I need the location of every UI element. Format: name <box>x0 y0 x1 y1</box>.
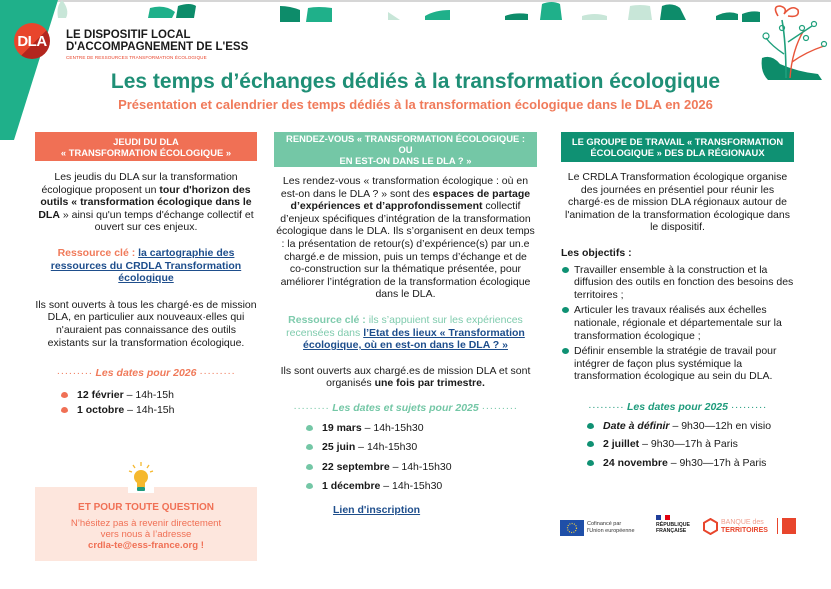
date-item <box>302 441 537 454</box>
rf-text <box>656 522 690 534</box>
date: 19 mars <box>322 421 362 434</box>
dates-list <box>57 389 257 417</box>
eu-text-line1: Cofinancé par <box>587 521 622 527</box>
resource-label: Ressource clé : <box>57 246 139 259</box>
date-item <box>583 420 794 433</box>
date: 25 juin <box>322 441 356 454</box>
intro-text-b: collectif d’enjeux spécifiques d’intégration de la transformation écologique dans le DLA. Ils s’organisent en deux temps : la présentation de retour(s) d’expérience(s) par un.e chargé.e de mission, puis un temps d’échange et de co-construction sur la thématique présentée, pour améliorer l’intégration de la transformation écologique dans le DLA. <box>276 200 535 301</box>
intro-text-a: Les rendez-vous « transformation écologique : où en est-on dans le DLA ? » sont des <box>280 175 529 200</box>
column-groupe-de-travail <box>561 132 794 469</box>
time: – 14h-15h <box>123 388 174 401</box>
objectives-list <box>561 264 794 383</box>
rf-text-line2: FRANÇAISE <box>656 528 687 534</box>
banner-line1: LE GROUPE DE TRAVAIL « TRANSFORMATION <box>571 136 784 147</box>
date: 12 février <box>77 388 124 401</box>
open-text: Ils sont ouverts à tous les chargé·es de mission DLA, en particulier aux nouveaux·elles qui n'auraient pas connaissance des outils existants sur la transformation écologique. <box>35 298 257 349</box>
eu-text <box>587 521 635 534</box>
intro-text <box>274 175 537 301</box>
leaf-bullet-icon <box>562 307 569 313</box>
date: Date à définir <box>603 419 670 432</box>
org-name <box>66 29 248 53</box>
leaf-bullet-icon <box>562 348 569 354</box>
banner-line1: RENDEZ-VOUS « TRANSFORMATION ÉCOLOGIQUE : OU <box>286 133 525 155</box>
dates-heading <box>35 367 257 380</box>
objective-text: Définir ensemble la stratégie de travail pour intégrer de façon plus systémique la transformation écologique au sein du DLA. <box>574 345 777 383</box>
banner-rendez-vous <box>274 132 537 167</box>
dots-right: ········· <box>199 367 236 380</box>
banner-line2: « TRANSFORMATION ÉCOLOGIQUE » <box>60 146 232 158</box>
contact-text: N’hésitez pas à revenir directement vers nous à l’adresse <box>70 518 222 540</box>
bdt-hexagon-icon <box>703 518 718 535</box>
dates-list <box>583 420 794 470</box>
registration <box>274 504 537 517</box>
contact-heading: ET POUR TOUTE QUESTION <box>78 502 214 513</box>
dla-logo-text: DLA <box>17 32 47 50</box>
dates-heading <box>561 401 794 414</box>
dots-left: ········· <box>588 400 625 413</box>
dots-right: ········· <box>730 400 767 413</box>
objective-text: Articuler les travaux réalisés aux échelles nationale, régionale et départementale sur la transformation écologique ; <box>574 304 782 342</box>
leaf-bullet-icon <box>306 444 313 450</box>
bdt-text-line2: TERRITOIRES <box>721 527 768 534</box>
page-title: Les temps d’échanges dédiés à la transformation écologique <box>110 70 721 93</box>
banner-groupe-de-travail <box>561 132 794 162</box>
date-item <box>57 389 257 402</box>
leaf-bullet-icon <box>562 267 569 273</box>
dates-title: Les dates et sujets pour 2025 <box>332 401 479 414</box>
cdc-logo-icon <box>782 518 796 534</box>
open-text-bold: une fois par trimestre. <box>374 377 485 390</box>
date: 1 décembre <box>322 480 381 493</box>
dots-right: ········· <box>481 401 518 414</box>
objective-item <box>561 304 794 342</box>
column-jeudi-du-dla <box>35 132 257 417</box>
leaf-bullet-icon <box>61 407 68 413</box>
dates-heading <box>274 402 537 415</box>
dates-title: Les dates pour 2025 <box>627 400 728 413</box>
resource-label: Ressource clé : <box>288 313 369 326</box>
time: – 14h-15h30 <box>389 460 452 473</box>
intro-text <box>35 171 257 234</box>
logo-divider <box>777 518 778 534</box>
date-item <box>57 404 257 417</box>
time: – 14h-15h <box>124 404 175 417</box>
banner-line1: JEUDI DU DLA <box>113 135 179 147</box>
date: 24 novembre <box>603 456 668 469</box>
eu-text-line2: l'Union européenne <box>587 527 635 534</box>
resource-key <box>274 314 537 352</box>
date: 1 octobre <box>77 404 125 417</box>
lightbulb-icon <box>126 461 156 493</box>
resource-text: ils s’appuient sur les expériences recensées dans <box>286 313 523 339</box>
cartography-link[interactable]: la cartographie des ressources du CRDLA Transformation écologique <box>50 246 242 285</box>
banner-line2: EN EST-ON DANS LE DLA ? » <box>339 155 472 166</box>
dates-title: Les dates pour 2026 <box>95 367 197 380</box>
plant-hand-icon <box>758 2 830 80</box>
registration-link[interactable]: Lien d'inscription <box>333 503 421 516</box>
date-item <box>302 480 537 493</box>
time: – 9h30—17h à Paris <box>667 456 767 469</box>
dots-left: ········· <box>56 367 93 380</box>
date: 2 juillet <box>603 438 640 451</box>
objective-text: Travailler ensemble à la construction et la diffusion des outils en fonction des besoins des territoires ; <box>574 263 794 301</box>
intro-text-a: Les jeudis du DLA sur la transformation écologique proposent un <box>41 171 238 196</box>
date-item <box>583 457 794 470</box>
objective-item <box>561 264 794 302</box>
dots-left: ········· <box>293 401 330 414</box>
partner-logos <box>560 515 800 545</box>
date: 22 septembre <box>322 460 390 473</box>
org-name-line2: D'ACCOMPAGNEMENT DE L'ESS <box>66 41 249 53</box>
leaf-bullet-icon <box>306 425 313 431</box>
date-item <box>583 438 794 451</box>
date-item <box>302 461 537 474</box>
banner-jeudi-du-dla <box>35 132 257 161</box>
date-item <box>302 422 537 435</box>
dla-logo <box>14 23 50 59</box>
time: – 14h-15h30 <box>355 441 418 454</box>
open-text <box>274 365 537 390</box>
resource-key <box>35 247 257 285</box>
column-rendez-vous <box>274 132 537 516</box>
time: – 14h-15h30 <box>361 421 424 434</box>
page-subtitle: Présentation et calendrier des temps dédiés à la transformation écologique dans le DLA en 2026 <box>118 97 713 112</box>
intro-text-bold: tour d'horizon des outils « transformation écologique dans le DLA <box>38 183 252 221</box>
leaf-bullet-icon <box>587 460 594 466</box>
org-name-line1: LE DISPOSITIF LOCAL <box>66 29 191 41</box>
leaf-bullet-icon <box>306 464 313 470</box>
bdt-text <box>721 519 768 535</box>
objective-item <box>561 345 794 383</box>
intro-text-bold: espaces de partage d’expériences et d’approfondissement <box>290 187 531 213</box>
time: – 9h30—12h en visio <box>669 419 772 432</box>
open-text-a: Ils sont ouverts aux chargé.es de mission DLA et sont organisés <box>280 364 531 390</box>
leaf-bullet-icon <box>587 423 594 429</box>
org-subtitle: CENTRE DE RESSOURCES TRANSFORMATION ÉCOLOGIQUE <box>66 55 207 60</box>
time: – 9h30—17h à Paris <box>639 438 738 451</box>
banner-line2: ÉCOLOGIQUE » DES DLA RÉGIONAUX <box>590 147 765 158</box>
objectives-title: Les objectifs : <box>561 246 632 259</box>
time: – 14h-15h30 <box>380 480 443 493</box>
intro-text-b: » ainsi qu'un temps d'échange collectif et ouvert sur ces enjeux. <box>59 208 254 234</box>
eu-flag-icon <box>560 520 584 536</box>
bdt-text-line1: BANQUE des <box>721 519 764 526</box>
decorative-leaf-blobs <box>0 0 831 24</box>
rf-text-line1: RÉPUBLIQUE <box>656 522 691 528</box>
etat-des-lieux-link[interactable]: l’Etat des lieux « Transformation écologique, où en est-on dans le DLA ? » <box>303 326 525 352</box>
contact-box <box>35 487 257 561</box>
dates-list <box>302 422 537 493</box>
leaf-bullet-icon <box>587 441 594 447</box>
intro-text: Le CRDLA Transformation écologique organise des journées en présentiel pour réunir les chargé·es de mission DLA régionaux autour de l'animation de la transformation écologique dans le dispositif. <box>565 171 790 234</box>
leaf-bullet-icon <box>306 483 313 489</box>
rf-flag-icon <box>656 515 670 520</box>
leaf-bullet-icon <box>61 392 68 398</box>
contact-email[interactable]: crdla-te@ess-france.org ! <box>88 540 204 551</box>
